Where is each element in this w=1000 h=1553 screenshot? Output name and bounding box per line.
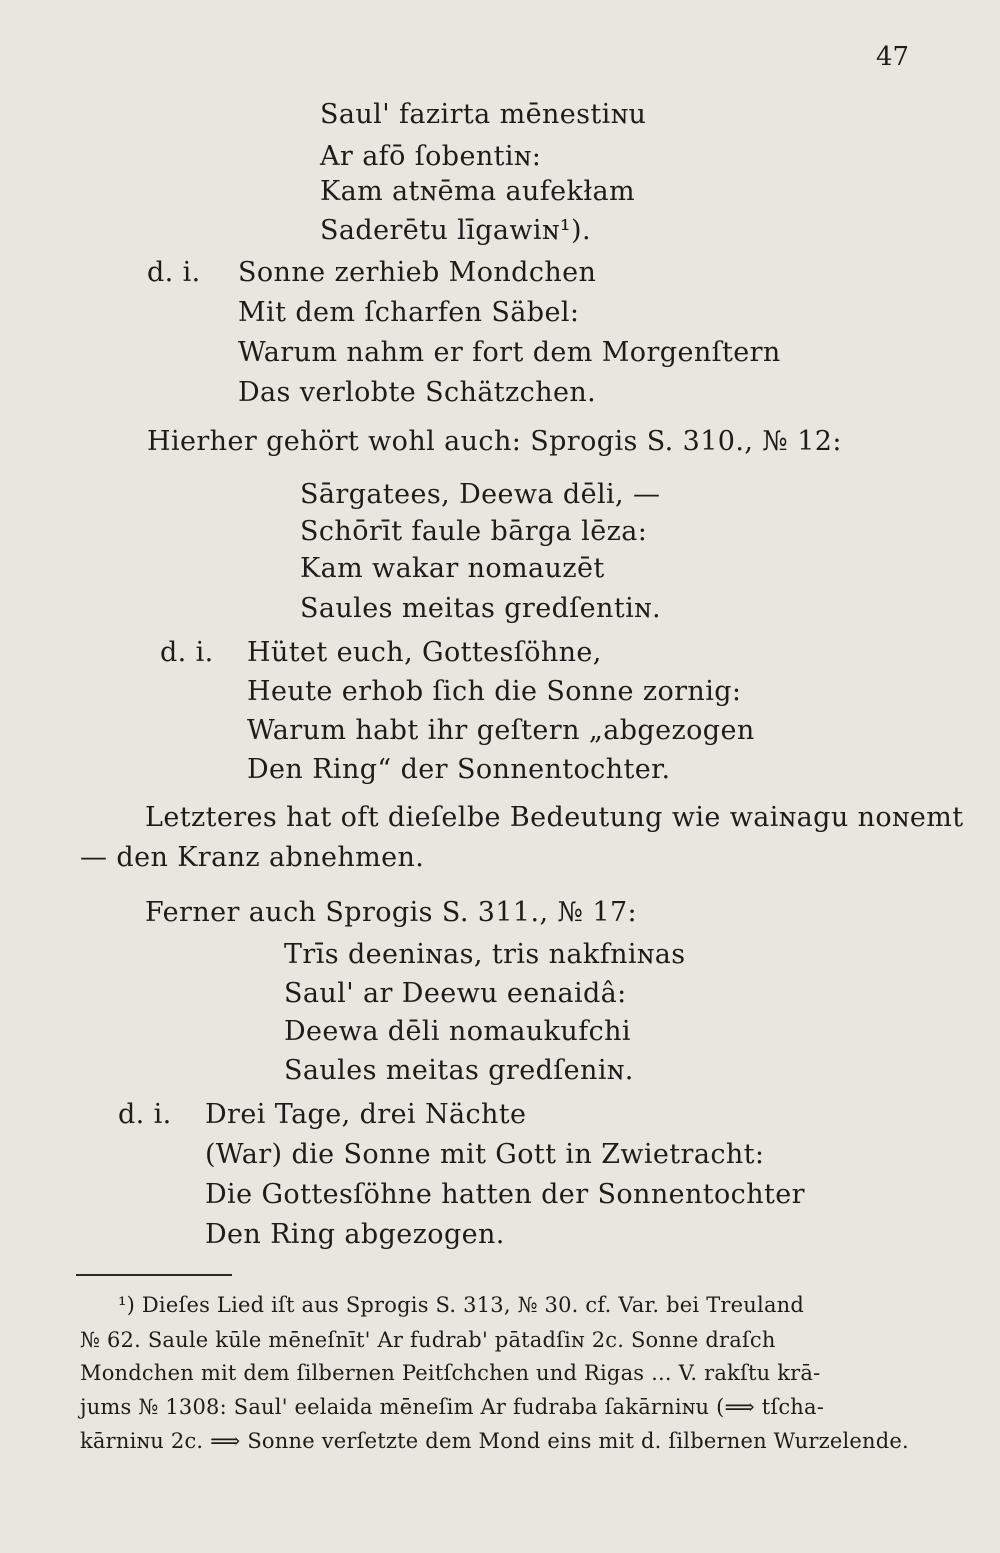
verse-line: Saul' fazirta mēnestiɴu bbox=[320, 99, 647, 130]
translation-line: Hütet euch, Gottesſöhne, bbox=[247, 637, 602, 668]
paragraph-reference: Hierher gehört wohl auch: Sprogis S. 310., № 12: bbox=[147, 426, 842, 457]
verse-line: Saul' ar Deewu eenaidâ: bbox=[284, 978, 627, 1009]
translation-line: Heute erhob ſich die Sonne zornig: bbox=[247, 676, 742, 707]
translation-line: Drei Tage, drei Nächte bbox=[205, 1099, 527, 1130]
translation-label: d. i. bbox=[160, 637, 214, 668]
verse-line: Kam wakar nomauzēt bbox=[300, 553, 605, 584]
paragraph-text: Letzteres hat oft dieſelbe Bedeutung wie waiɴagu noɴemt bbox=[145, 802, 964, 833]
translation-line: Den Ring“ der Sonnentochter. bbox=[247, 754, 671, 785]
translation-line: Mit dem ſcharfen Säbel: bbox=[238, 297, 580, 328]
footnote-line: kārniɴu 2c. ⟹ Sonne verſetzte dem Mond eins mit d. ſilbernen Wurzelende. bbox=[80, 1429, 909, 1453]
translation-line: Warum habt ihr geſtern „abgezogen bbox=[247, 715, 755, 746]
translation-line: Den Ring abgezogen. bbox=[205, 1219, 505, 1250]
verse-line: Sārgatees, Deewa dēli, — bbox=[300, 479, 661, 510]
translation-label: d. i. bbox=[118, 1099, 172, 1130]
verse-line: Saules meitas gredſentiɴ. bbox=[300, 593, 661, 624]
verse-line: Trīs deeniɴas, tris nakfniɴas bbox=[284, 939, 686, 970]
translation-line: Warum nahm er fort dem Morgenſtern bbox=[238, 337, 781, 368]
translation-line: Sonne zerhieb Mondchen bbox=[238, 257, 597, 288]
translation-label: d. i. bbox=[147, 257, 201, 288]
footnote-line: ¹) Dieſes Lied iſt aus Sprogis S. 313, № 30. cf. Var. bei Treuland bbox=[118, 1293, 805, 1317]
footnote-line: № 62. Saule kūle mēneſnīt' Ar fudrab' pātadſiɴ 2c. Sonne draſch bbox=[80, 1328, 776, 1352]
page-number: 47 bbox=[876, 42, 910, 72]
verse-line: Schōrīt faule bārga lēza: bbox=[300, 516, 648, 547]
footnote-rule bbox=[76, 1274, 232, 1276]
footnote-line: jums № 1308: Saul' eelaida mēneſim Ar fudraba ſakārniɴu (⟹ tſcha- bbox=[80, 1395, 825, 1419]
paragraph-reference: Ferner auch Sprogis S. 311., № 17: bbox=[145, 897, 638, 928]
verse-line: Kam atɴēma aufekłam bbox=[320, 176, 635, 207]
footnote-line: Mondchen mit dem ſilbernen Peitſchchen und Rigas ... V. rakſtu krā- bbox=[80, 1361, 821, 1385]
verse-line: Saules meitas gredſeniɴ. bbox=[284, 1055, 634, 1086]
paragraph-text: — den Kranz abnehmen. bbox=[80, 842, 425, 873]
translation-line: Die Gottesſöhne hatten der Sonnentochter bbox=[205, 1179, 805, 1210]
translation-line: (War) die Sonne mit Gott in Zwietracht: bbox=[205, 1139, 765, 1170]
verse-line: Ar afō ſobentiɴ: bbox=[320, 141, 542, 172]
translation-line: Das verlobte Schätzchen. bbox=[238, 377, 597, 408]
verse-line: Saderētu līgawiɴ¹). bbox=[320, 215, 591, 246]
verse-line: Deewa dēli nomaukufchi bbox=[284, 1016, 631, 1047]
